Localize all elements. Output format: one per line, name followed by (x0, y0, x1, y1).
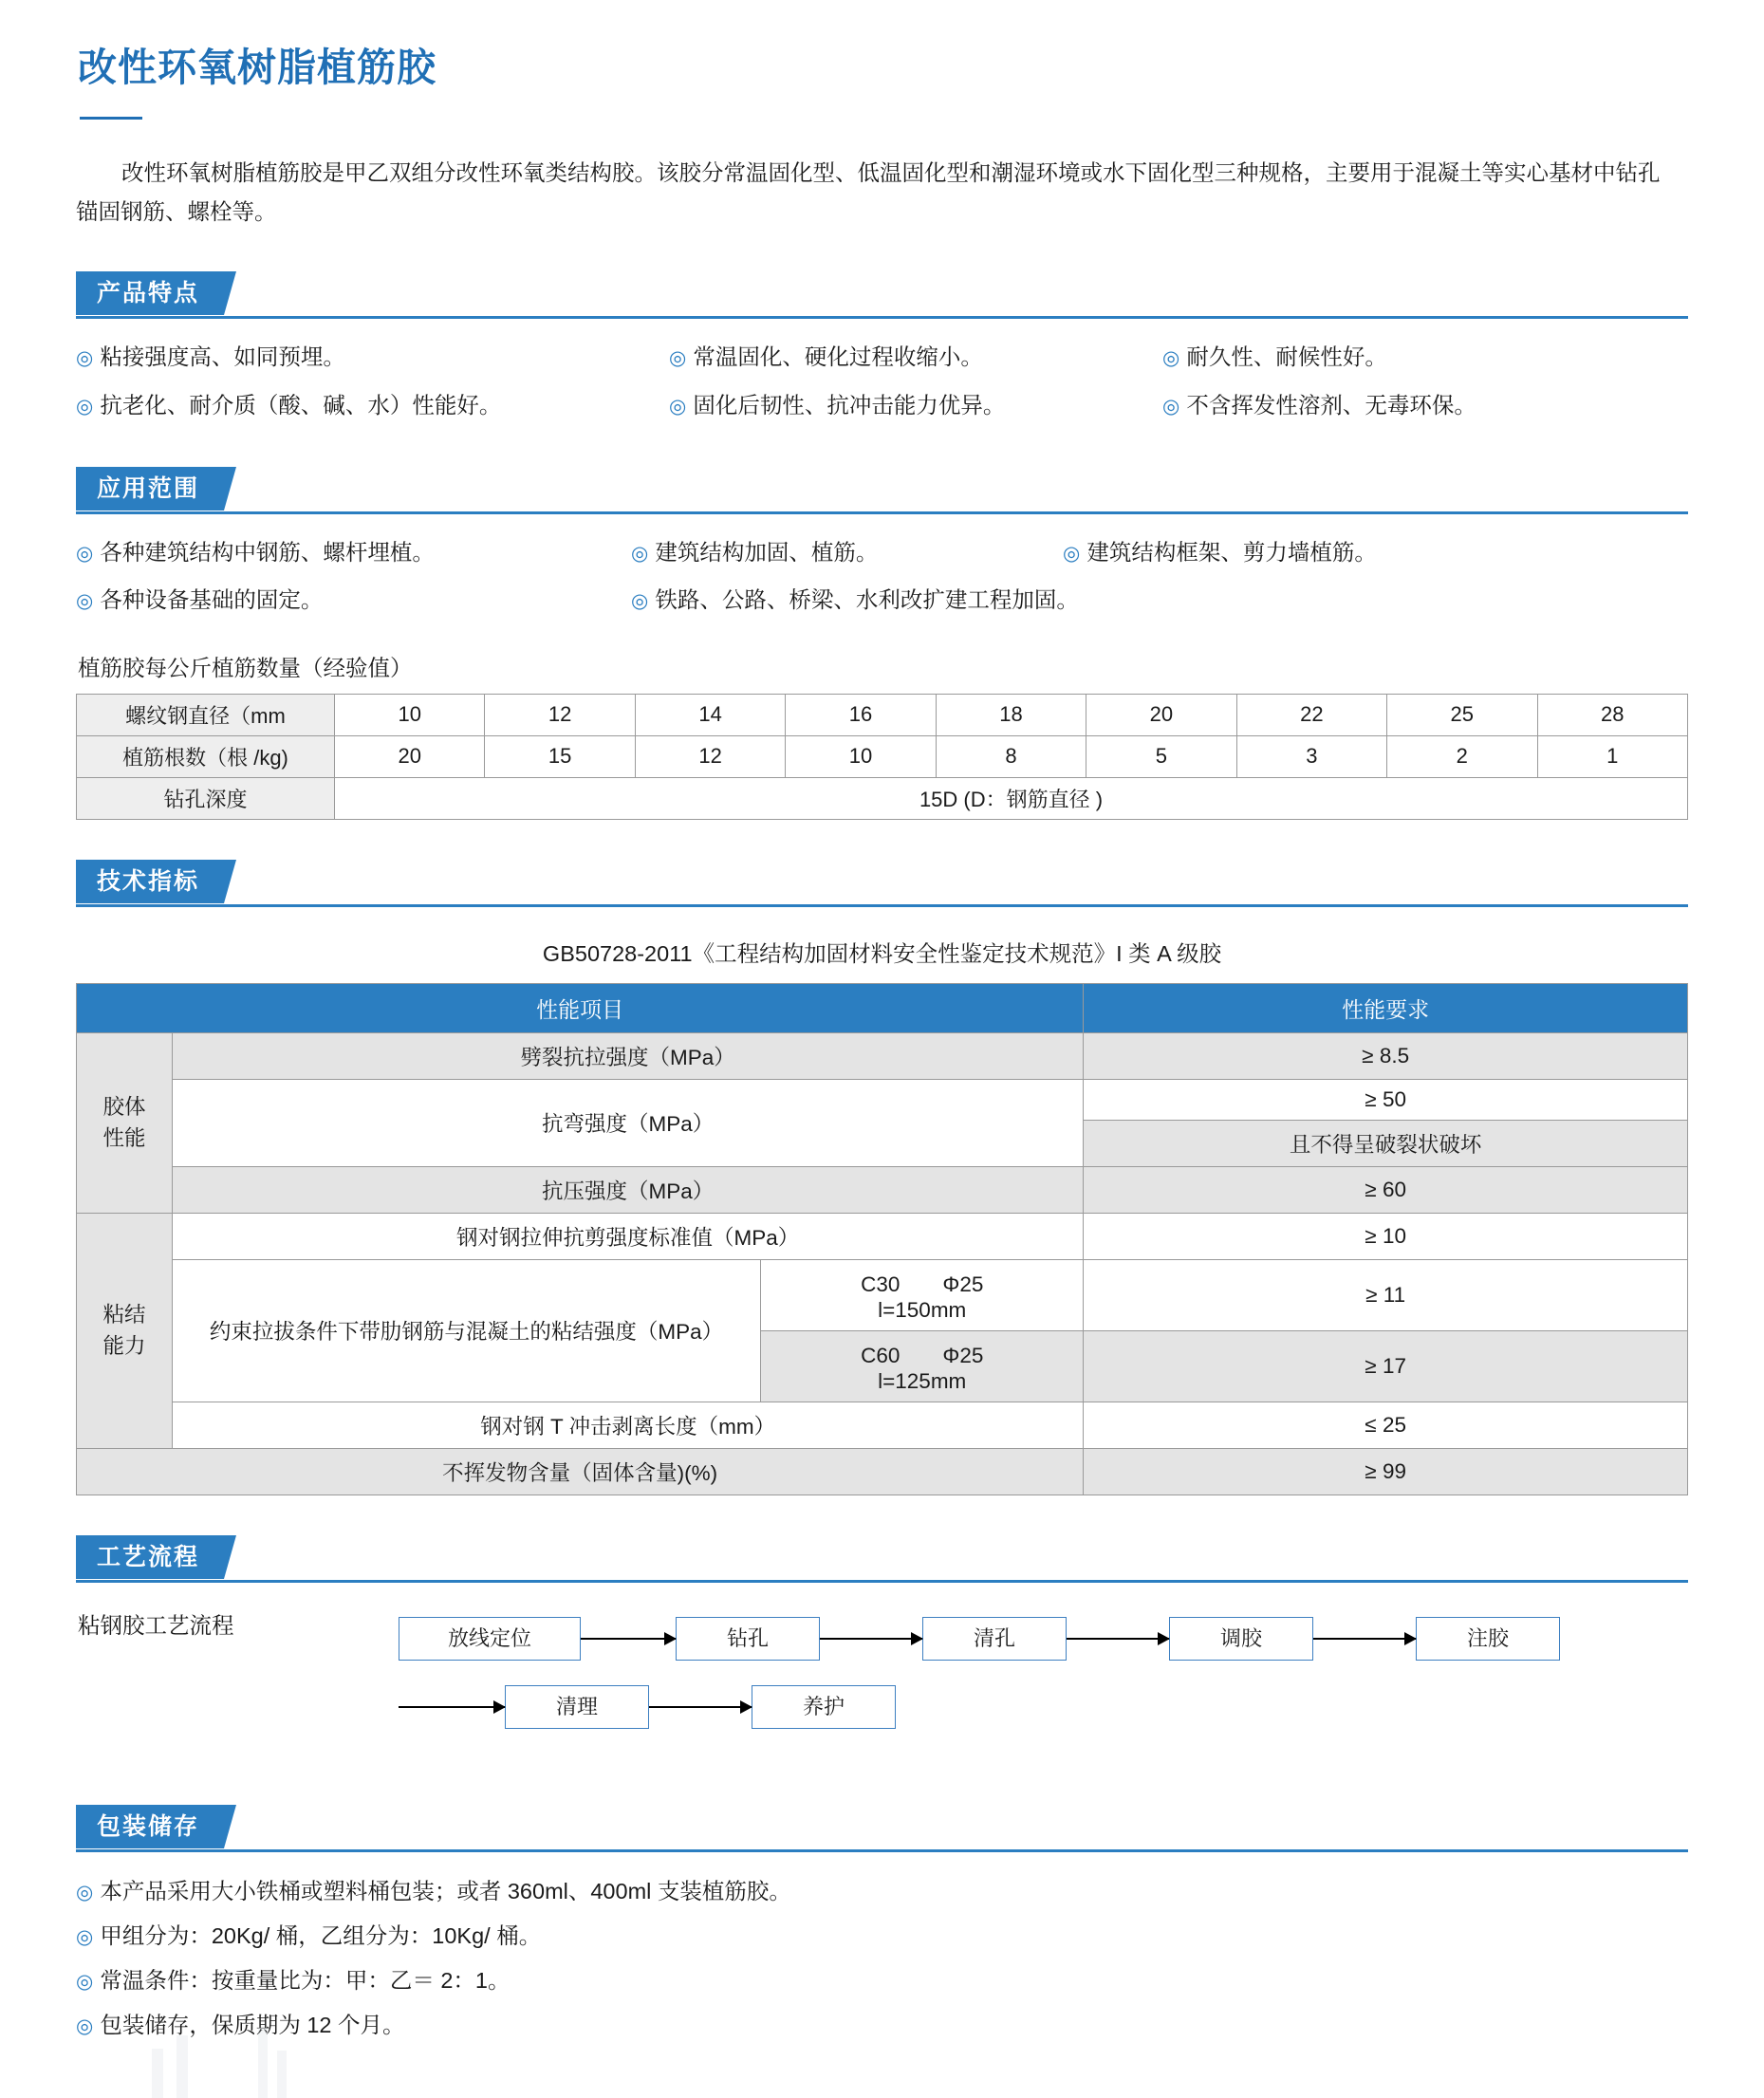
list-item-label: 铁路、公路、桥梁、水利改扩建工程加固。 (655, 587, 1079, 613)
section-title-features: 产品特点 (76, 271, 224, 315)
cell: 2 (1387, 735, 1537, 777)
rebar-quantity-table (76, 694, 1688, 820)
list-item-label: 不含挥发性溶剂、无毒环保。 (1186, 392, 1476, 418)
row-header: 植筋根数（根 /kg) (77, 735, 335, 777)
subcondition-line1: C60 Φ25 (861, 1343, 984, 1367)
list-item (1063, 531, 1688, 574)
group-label-line2: 能力 (102, 1334, 146, 1359)
list-item (76, 1914, 1688, 1959)
rebar-table-caption: 植筋胶每公斤植筋数量（经验值） (78, 655, 413, 680)
cell: 1 (1537, 735, 1688, 777)
standard-reference: GB50728-2011《工程结构加固材料安全性鉴定技术规范》I 类 A 级胶 (542, 940, 1222, 966)
list-item-label: 各种建筑结构中钢筋、螺杆埋植。 (100, 539, 435, 565)
cell-item: 抗压强度（MPa） (172, 1166, 1083, 1213)
cell-drill-depth: 15D (D：钢筋直径 ) (335, 777, 1688, 819)
list-item (669, 384, 1162, 427)
list-item-label: 本产品采用大小铁桶或塑料桶包装；或者 360ml、400ml 支装植筋胶。 (100, 1878, 791, 1903)
cell-requirement: ≥ 8.5 (1084, 1032, 1688, 1079)
technical-index-table (76, 983, 1688, 1495)
bullet-icon: ◎ (76, 590, 94, 613)
flow-step-5: 注胶 (1416, 1617, 1560, 1661)
group-label-bond-capacity (77, 1213, 173, 1448)
list-item-label: 建筑结构加固、植筋。 (655, 539, 879, 565)
cell-requirement: ≥ 60 (1084, 1166, 1688, 1213)
section-application (76, 467, 1688, 820)
subcondition-line1: C30 Φ25 (861, 1272, 984, 1296)
flow-step-2: 钻孔 (676, 1617, 820, 1661)
section-rule (76, 1849, 1688, 1852)
cell-requirement: ≥ 11 (1084, 1259, 1688, 1330)
section-header-features (76, 271, 1688, 319)
cell: 5 (1086, 735, 1236, 777)
section-tech (76, 860, 1688, 1495)
cell: 25 (1387, 694, 1537, 735)
section-title-application: 应用范围 (76, 467, 224, 511)
flow-row-2 (76, 1681, 1688, 1733)
cell-subcondition-c60 (761, 1330, 1084, 1402)
flow-arrow (1067, 1638, 1169, 1640)
bullet-icon: ◎ (76, 347, 94, 370)
table-row (77, 694, 1688, 735)
list-item-label: 耐久性、耐候性好。 (1186, 344, 1387, 370)
list-item (631, 531, 1063, 574)
section-features (76, 271, 1688, 426)
intro-paragraph: 改性环氧树脂植筋胶是甲乙双组分改性环氧类结构胶。该胶分常温固化型、低温固化型和潮湿环境或水下固化型三种规格，主要用于混凝土等实心基材中钻孔锚固钢筋、螺栓等。 (76, 160, 1661, 225)
cell-item: 劈裂抗拉强度（MPa） (172, 1032, 1083, 1079)
cell: 16 (786, 694, 936, 735)
section-rule (76, 316, 1688, 319)
bullet-icon: ◎ (76, 1970, 94, 1993)
cell-item: 钢对钢拉伸抗剪强度标准值（MPa） (172, 1213, 1083, 1259)
cell-requirement: ≥ 17 (1084, 1330, 1688, 1402)
bullet-icon: ◎ (1063, 542, 1081, 565)
group-label-line1: 胶体 (102, 1094, 146, 1119)
process-flowchart (76, 1613, 1688, 1755)
table-row (77, 1448, 1688, 1495)
subcondition-line2: l=150mm (878, 1297, 967, 1322)
flow-step-7: 养护 (752, 1685, 896, 1729)
list-item (76, 336, 669, 379)
section-title-packaging: 包装储存 (76, 1805, 224, 1848)
list-item (76, 579, 631, 622)
row-header: 钻孔深度 (77, 777, 335, 819)
group-label-adhesive-body (77, 1032, 173, 1213)
flow-step-3: 清孔 (922, 1617, 1067, 1661)
list-item-label: 常温条件：按重量比为：甲：乙＝ 2：1。 (100, 1967, 511, 1993)
cell-item: 约束拉拔条件下带肋钢筋与混凝土的粘结强度（MPa） (172, 1259, 760, 1402)
cell: 18 (936, 694, 1086, 735)
section-process (76, 1535, 1688, 1755)
table-row (77, 1259, 1688, 1330)
list-item-label: 固化后韧性、抗冲击能力优异。 (693, 392, 1006, 418)
bullet-icon: ◎ (76, 542, 94, 565)
section-rule (76, 904, 1688, 907)
list-item (76, 531, 631, 574)
packaging-list (76, 1869, 1688, 2048)
cell-requirement: ≥ 10 (1084, 1213, 1688, 1259)
section-rule (76, 511, 1688, 514)
cell-requirement: ≤ 25 (1084, 1402, 1688, 1448)
row-header: 螺纹钢直径（mm (77, 694, 335, 735)
section-packaging (76, 1805, 1688, 2048)
table-row (77, 735, 1688, 777)
bullet-icon: ◎ (76, 2014, 94, 2037)
section-header-process (76, 1535, 1688, 1583)
table-row (77, 777, 1688, 819)
list-item-label: 甲组分为：20Kg/ 桶，乙组分为：10Kg/ 桶。 (100, 1922, 542, 1948)
flow-step-1: 放线定位 (399, 1617, 581, 1661)
bullet-icon: ◎ (669, 395, 687, 418)
application-list (76, 531, 1688, 622)
features-list (76, 336, 1688, 426)
list-item-label: 包装储存，保质期为 12 个月。 (100, 2012, 405, 2037)
cell: 12 (485, 694, 635, 735)
flow-arrow (820, 1638, 922, 1640)
cell: 20 (1086, 694, 1236, 735)
cell-item: 抗弯强度（MPa） (172, 1079, 1083, 1166)
cell: 15 (485, 735, 635, 777)
table-row (77, 1402, 1688, 1448)
bullet-icon: ◎ (631, 542, 649, 565)
page-title: 改性环氧树脂植筋胶 (78, 46, 436, 89)
subcondition-line2: l=125mm (878, 1368, 967, 1393)
list-item-label: 各种设备基础的固定。 (100, 587, 324, 613)
list-item (631, 579, 1079, 622)
section-rule (76, 1580, 1688, 1583)
list-item-label: 抗老化、耐介质（酸、碱、水）性能好。 (100, 392, 502, 418)
bullet-icon: ◎ (1162, 395, 1180, 418)
cell-item: 不挥发物含量（固体含量)(%) (77, 1448, 1084, 1495)
process-caption: 粘钢胶工艺流程 (78, 1612, 234, 1638)
list-item (669, 336, 1162, 379)
bullet-icon: ◎ (76, 1925, 94, 1948)
flow-row-1 (76, 1613, 1688, 1664)
cell: 22 (1236, 694, 1386, 735)
list-item (76, 1959, 1688, 2003)
cell: 10 (786, 735, 936, 777)
group-label-line1: 粘结 (102, 1302, 146, 1327)
title-underline (80, 117, 142, 120)
cell: 3 (1236, 735, 1386, 777)
cell: 8 (936, 735, 1086, 777)
cell-requirement: ≥ 50 (1084, 1079, 1688, 1120)
flow-arrow (581, 1638, 676, 1640)
table-header-row (77, 983, 1688, 1032)
list-item-label: 建筑结构框架、剪力墙植筋。 (1086, 539, 1377, 565)
cell: 12 (635, 735, 785, 777)
cell-requirement-note: 且不得呈破裂状破坏 (1084, 1120, 1688, 1166)
cell: 20 (335, 735, 485, 777)
section-header-tech (76, 860, 1688, 907)
group-label-line2: 性能 (102, 1126, 146, 1151)
flow-step-4: 调胶 (1169, 1617, 1313, 1661)
list-item (76, 2003, 1688, 2048)
list-item-label: 常温固化、硬化过程收缩小。 (693, 344, 983, 370)
cell: 14 (635, 694, 785, 735)
cell: 28 (1537, 694, 1688, 735)
cell-requirement: ≥ 99 (1084, 1448, 1688, 1495)
section-title-process: 工艺流程 (76, 1535, 224, 1579)
table-row (77, 1079, 1688, 1120)
cell-subcondition-c30 (761, 1259, 1084, 1330)
col-header-item: 性能项目 (77, 983, 1084, 1032)
section-header-application (76, 467, 1688, 514)
bullet-icon: ◎ (1162, 347, 1180, 370)
cell: 10 (335, 694, 485, 735)
bullet-icon: ◎ (669, 347, 687, 370)
list-item-label: 粘接强度高、如同预埋。 (100, 344, 345, 370)
flow-arrow (399, 1706, 505, 1708)
list-item (76, 1869, 1688, 1914)
bullet-icon: ◎ (76, 395, 94, 418)
list-item (1162, 336, 1688, 379)
section-header-packaging (76, 1805, 1688, 1852)
col-header-requirement: 性能要求 (1084, 983, 1688, 1032)
bullet-icon: ◎ (631, 590, 649, 613)
list-item (76, 384, 669, 427)
list-item (1162, 384, 1688, 427)
table-row (77, 1166, 1688, 1213)
cell-item: 钢对钢 T 冲击剥离长度（mm） (172, 1402, 1083, 1448)
table-row (77, 1213, 1688, 1259)
flow-step-6: 清理 (505, 1685, 649, 1729)
flow-arrow (649, 1706, 752, 1708)
bullet-icon: ◎ (76, 1881, 94, 1903)
section-title-tech: 技术指标 (76, 860, 224, 903)
table-row (77, 1032, 1688, 1079)
flow-arrow (1313, 1638, 1416, 1640)
